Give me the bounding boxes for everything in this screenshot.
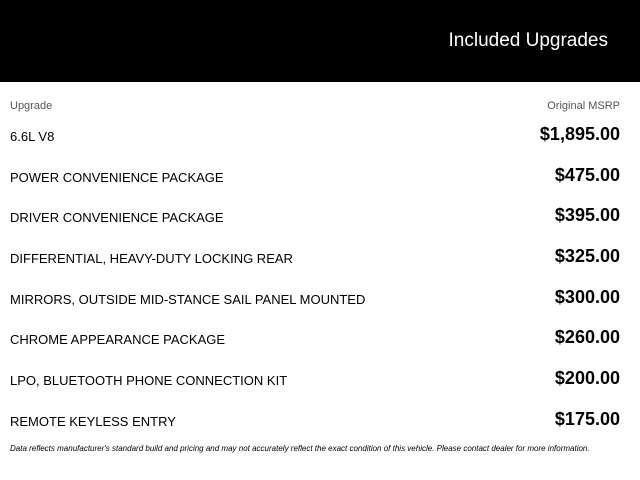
upgrade-name: 6.6L V8 bbox=[10, 129, 55, 144]
upgrade-name: DIFFERENTIAL, HEAVY-DUTY LOCKING REAR bbox=[10, 251, 293, 267]
table-row bbox=[0, 359, 640, 400]
table-row bbox=[0, 400, 640, 441]
upgrade-price: $260.00 bbox=[554, 327, 620, 348]
upgrade-price: $300.00 bbox=[554, 286, 620, 307]
upgrade-price: $175.00 bbox=[554, 408, 620, 429]
upgrades-table bbox=[0, 115, 640, 441]
disclaimer-text: Data reflects manufacturer's standard build and pricing and may not accurately reflect the exact condition of this vehicle. Please contact dealer for more information. bbox=[10, 444, 590, 453]
page-title: Included Upgrades bbox=[448, 30, 608, 51]
upgrade-price: $200.00 bbox=[554, 368, 620, 389]
table-row bbox=[0, 318, 640, 359]
table-row bbox=[0, 115, 640, 156]
column-header-msrp: Original MSRP bbox=[547, 100, 620, 112]
upgrade-price: $1,895.00 bbox=[539, 124, 620, 144]
table-row bbox=[0, 196, 640, 237]
upgrade-name: REMOTE KEYLESS ENTRY bbox=[10, 413, 176, 429]
upgrade-name: MIRRORS, OUTSIDE MID-STANCE SAIL PANEL MOUNTED bbox=[10, 291, 366, 307]
table-row bbox=[0, 156, 640, 197]
header-bar bbox=[0, 0, 640, 82]
upgrade-price: $325.00 bbox=[554, 246, 620, 267]
upgrade-name: LPO, BLUETOOTH PHONE CONNECTION KIT bbox=[10, 373, 288, 389]
table-row bbox=[0, 237, 640, 278]
column-header-upgrade: Upgrade bbox=[10, 100, 53, 112]
table-row bbox=[0, 278, 640, 319]
upgrade-price: $395.00 bbox=[554, 205, 620, 226]
upgrade-name: DRIVER CONVENIENCE PACKAGE bbox=[10, 210, 224, 226]
upgrade-name: CHROME APPEARANCE PACKAGE bbox=[10, 332, 226, 348]
upgrade-name: POWER CONVENIENCE PACKAGE bbox=[10, 169, 224, 185]
upgrade-price: $475.00 bbox=[554, 164, 620, 185]
